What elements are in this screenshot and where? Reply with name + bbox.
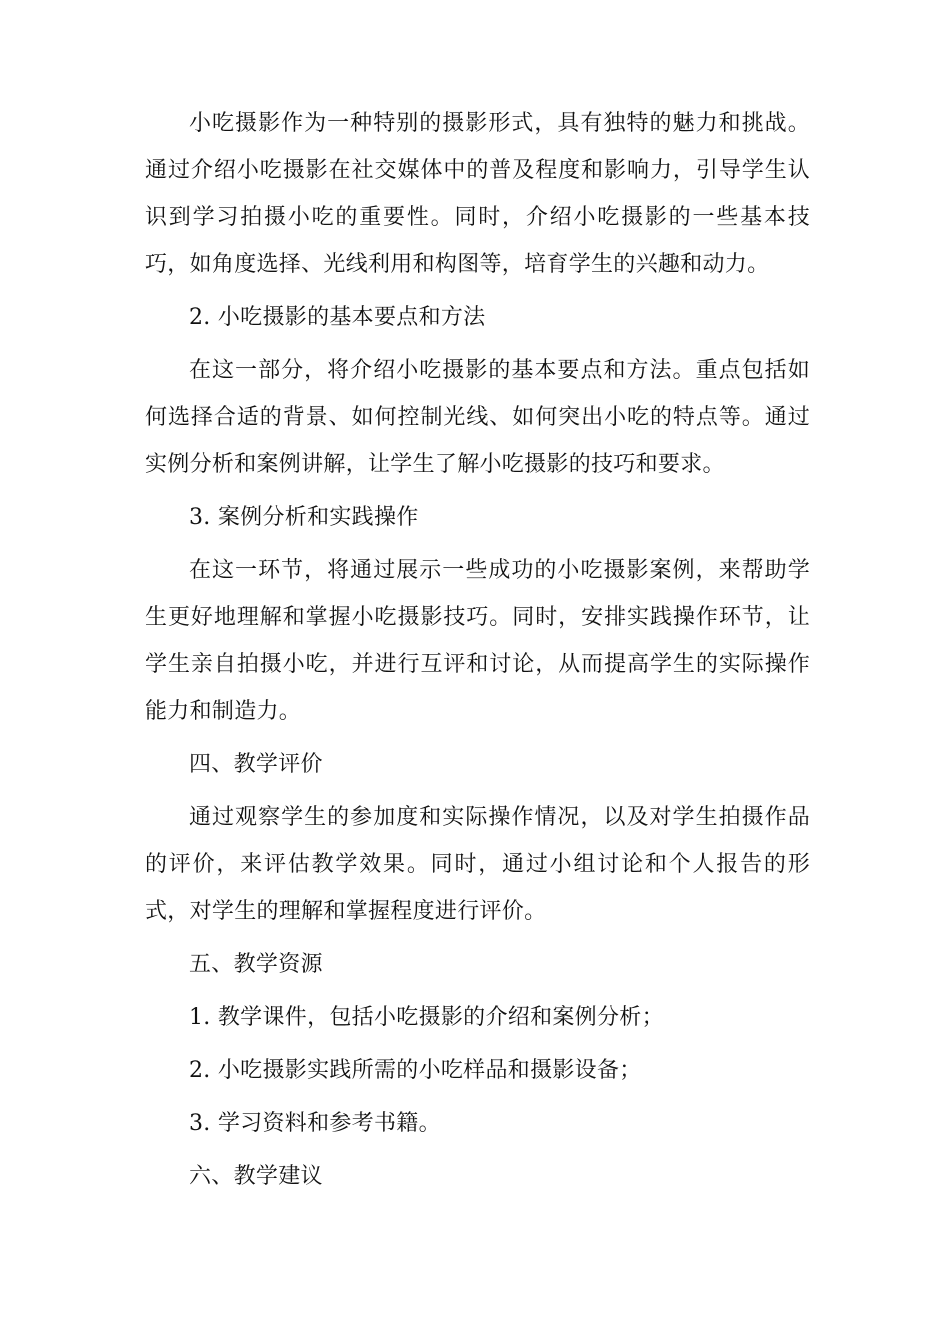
section-heading-3: 3. 案例分析和实践操作 [189, 505, 419, 530]
paragraph-section-2: 在这一部分，将介绍小吃摄影的基本要点和方法。重点包括如何选择合适的背景、如何控制光线、如何突出小吃的特点等。通过实例分析和案例讲解，让学生了解小吃摄影的技巧和要求。 [145, 358, 810, 477]
paragraph-evaluation: 通过观察学生的参加度和实际操作情况，以及对学生拍摄作品的评价，来评估教学效果。同时，通过小组讨论和个人报告的形式，对学生的理解和掌握程度进行评价。 [145, 805, 810, 924]
section-heading-resources: 五、教学资源 [189, 952, 323, 977]
resource-item-3: 3. 学习资料和参考书籍。 [189, 1111, 441, 1136]
document-body [145, 100, 810, 1200]
paragraph-section-3: 在这一环节，将通过展示一些成功的小吃摄影案例，来帮助学生更好地理解和掌握小吃摄影技巧。同时，安排实践操作环节，让学生亲自拍摄小吃，并进行互评和讨论，从而提高学生的实际操作能力和制造力。 [145, 558, 810, 724]
section-heading-2: 2. 小吃摄影的基本要点和方法 [189, 305, 486, 330]
paragraph-intro: 小吃摄影作为一种特别的摄影形式，具有独特的魅力和挑战。通过介绍小吃摄影在社交媒体中的普及程度和影响力，引导学生认识到学习拍摄小吃的重要性。同时，介绍小吃摄影的一些基本技巧，如角度选择、光线利用和构图等，培育学生的兴趣和动力。 [145, 111, 810, 277]
resource-item-2: 2. 小吃摄影实践所需的小吃样品和摄影设备； [189, 1058, 642, 1083]
section-heading-suggestions: 六、教学建议 [189, 1164, 323, 1189]
section-heading-evaluation: 四、教学评价 [189, 752, 323, 777]
resource-item-1: 1. 教学课件，包括小吃摄影的介绍和案例分析； [189, 1005, 664, 1030]
